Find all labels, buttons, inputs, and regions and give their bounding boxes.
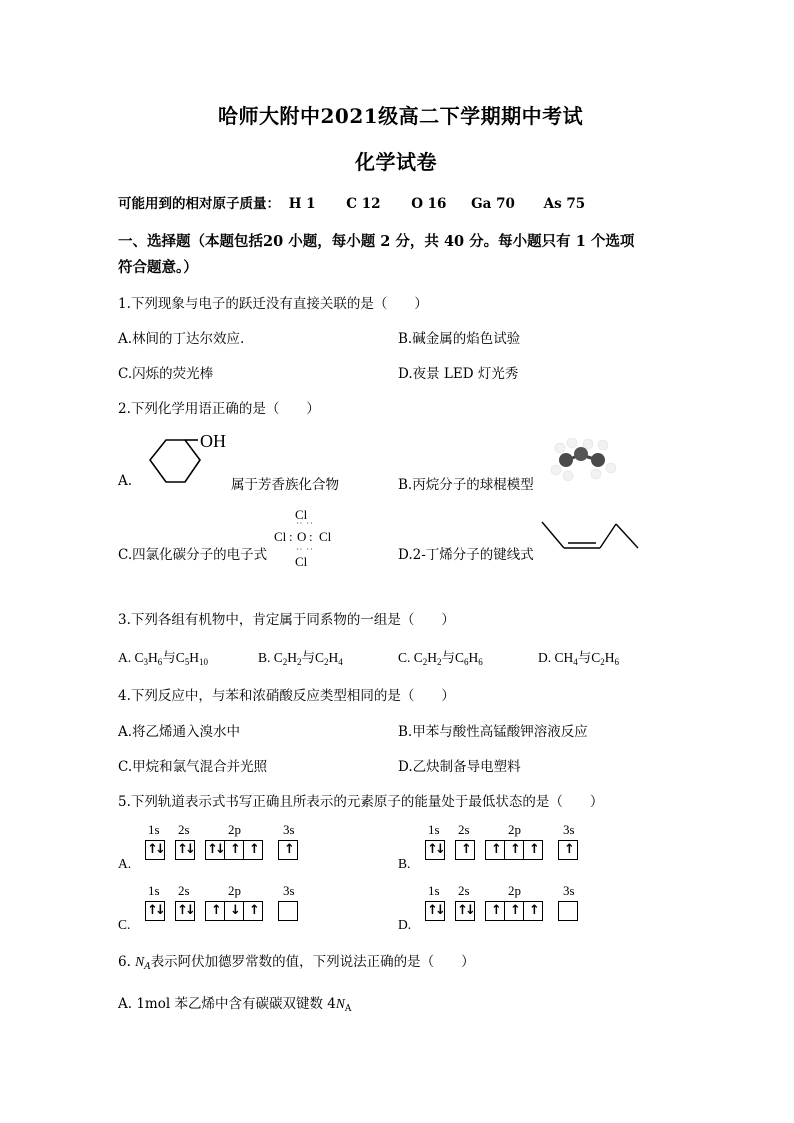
orbital-box-2p-1: ↑ bbox=[485, 840, 505, 860]
ccl4-cl-bottom: Cl bbox=[295, 554, 308, 569]
orbital-box-2p-1: ↑↓ bbox=[205, 840, 225, 860]
q3-option-a: A. $C_3H_6$与$C_5H_{10}$ bbox=[118, 650, 209, 667]
q2-option-b-text: B.丙烷分子的球棍模型 bbox=[398, 477, 534, 493]
orbital-box-3s bbox=[278, 901, 298, 921]
orbital-box-2p-2: ↓ bbox=[224, 901, 244, 921]
orbital-label-2p: 2p bbox=[228, 883, 241, 898]
q4-option-c: C.甲烷和氯气混合并光照 bbox=[118, 759, 268, 775]
q1-option-c: C.闪烁的荧光棒 bbox=[118, 366, 214, 382]
orbital-label-3s: 3s bbox=[563, 883, 575, 898]
q5-stem: 5.下列轨道表示式书写正确且所表示的元素原子的能量处于最低状态的是（ ） bbox=[118, 794, 604, 810]
orbital-label-1s: 1s bbox=[428, 883, 440, 898]
orbital-label-2p: 2p bbox=[508, 822, 521, 837]
orbital-box-2p-3: ↑ bbox=[243, 901, 263, 921]
orbital-box-3s: ↑ bbox=[278, 840, 298, 860]
orbital-box-3s: ↑ bbox=[558, 840, 578, 860]
orbital-label-3s: 3s bbox=[283, 822, 295, 837]
orbital-option-label: C. bbox=[118, 917, 131, 932]
atomic-mass-ga: Ga 70 bbox=[471, 196, 515, 212]
orbital-label-2s: 2s bbox=[458, 822, 470, 837]
q3-option-b: B. $C_2H_2$与$C_2H_4$ bbox=[258, 650, 343, 667]
ccl4-cl-right: Cl bbox=[319, 529, 332, 544]
orbital-box-1s: ↑↓ bbox=[425, 840, 445, 860]
orbital-option-label: A. bbox=[118, 856, 132, 871]
orbital-box-2p-2: ↑ bbox=[224, 840, 244, 860]
section-heading-cont: 符合题意。） bbox=[118, 259, 198, 276]
orbital-box-2p-3: ↑ bbox=[523, 901, 543, 921]
atomic-mass-c: C 12 bbox=[346, 196, 381, 212]
orbital-box-2p-3: ↑ bbox=[243, 840, 263, 860]
q2-option-d-text: D.2-丁烯分子的键线式 bbox=[398, 547, 534, 563]
q2-option-a-label: A. bbox=[118, 473, 133, 489]
q3-stem: 3.下列各组有机物中，肯定属于同系物的一组是（ ） bbox=[118, 612, 455, 628]
q6-stem: 6. $N_A$表示阿伏加德罗常数的值，下列说法正确的是（ ） bbox=[118, 954, 475, 972]
orbital-option-label: B. bbox=[398, 856, 411, 871]
ccl4-colon-left: : bbox=[289, 529, 293, 544]
q4-option-a: A.将乙烯通入溴水中 bbox=[118, 724, 241, 740]
orbital-label-1s: 1s bbox=[428, 822, 440, 837]
q1-option-d: D.夜景 LED 灯光秀 bbox=[398, 366, 519, 382]
2-butene-skeletal-formula bbox=[538, 518, 642, 554]
ccl4-dots-bottom: ·· ·· bbox=[296, 545, 314, 554]
ccl4-electron-formula bbox=[274, 507, 344, 571]
q2-option-c-text: C.四氯化碳分子的电子式 bbox=[118, 547, 268, 563]
ccl4-dots-top: ·· ·· bbox=[296, 519, 314, 528]
orbital-label-3s: 3s bbox=[283, 883, 295, 898]
orbital-label-3s: 3s bbox=[563, 822, 575, 837]
atomic-mass-o: O 16 bbox=[411, 196, 447, 212]
orbital-box-1s: ↑↓ bbox=[145, 901, 165, 921]
orbital-label-1s: 1s bbox=[148, 883, 160, 898]
orbital-box-2p-2: ↑ bbox=[504, 840, 524, 860]
q1-stem: 1.下列现象与电子的跃迁没有直接关联的是（ ） bbox=[118, 296, 428, 312]
q1-option-b: B.碱金属的焰色试验 bbox=[398, 331, 521, 347]
page-title: 哈师大附中2021级高二下学期期中考试 bbox=[218, 104, 584, 128]
cyclohexanol-structure bbox=[140, 432, 235, 492]
orbital-box-2p-3: ↑ bbox=[523, 840, 543, 860]
q2-stem: 2.下列化学用语正确的是（ ） bbox=[118, 401, 320, 417]
q4-option-d: D.乙炔制备导电塑料 bbox=[398, 759, 521, 775]
q4-stem: 4.下列反应中，与苯和浓硝酸反应类型相同的是（ ） bbox=[118, 688, 455, 704]
section-heading: 一、选择题（本题包括20 小题，每小题 2 分，共 40 分。每小题只有 1 个选项 bbox=[118, 233, 635, 250]
orbital-box-3s bbox=[558, 901, 578, 921]
q4-option-b: B.甲苯与酸性高锰酸钾溶液反应 bbox=[398, 724, 588, 740]
orbital-box-2s: ↑↓ bbox=[175, 901, 195, 921]
orbital-label-2p: 2p bbox=[228, 822, 241, 837]
q6-option-a: A. 1mol 苯乙烯中含有碳碳双键数 $4N_A$ bbox=[118, 996, 352, 1014]
orbital-box-2p-1: ↑ bbox=[205, 901, 225, 921]
orbital-label-2s: 2s bbox=[458, 883, 470, 898]
q2-option-a-text: 属于芳香族化合物 bbox=[231, 477, 339, 493]
propane-ball-stick-model bbox=[548, 438, 620, 490]
atomic-mass-as: As 75 bbox=[543, 196, 586, 212]
orbital-label-2p: 2p bbox=[508, 883, 521, 898]
ccl4-cl-left: Cl bbox=[274, 529, 287, 544]
orbital-box-1s: ↑↓ bbox=[145, 840, 165, 860]
q3-option-d: D. $CH_4$与$C_2H_6$ bbox=[538, 650, 620, 667]
orbital-label-2s: 2s bbox=[178, 883, 190, 898]
orbital-label-1s: 1s bbox=[148, 822, 160, 837]
orbital-box-2p-1: ↑ bbox=[485, 901, 505, 921]
orbital-box-1s: ↑↓ bbox=[425, 901, 445, 921]
atomic-mass-h: H 1 bbox=[288, 196, 316, 212]
orbital-box-2s: ↑↓ bbox=[455, 901, 475, 921]
ccl4-colon-right: : bbox=[309, 529, 313, 544]
orbital-box-2s: ↑↓ bbox=[175, 840, 195, 860]
atomic-mass-line bbox=[118, 192, 585, 212]
atomic-mass-label: 可能用到的相对原子质量： bbox=[118, 196, 280, 212]
orbital-option-label: D. bbox=[398, 917, 412, 932]
orbital-box-2s: ↑ bbox=[455, 840, 475, 860]
orbital-label-2s: 2s bbox=[178, 822, 190, 837]
cyclohexanol-oh: OH bbox=[200, 432, 226, 451]
ccl4-cl-top: Cl bbox=[295, 507, 308, 522]
q6-na-symbol: N bbox=[135, 954, 145, 969]
page-subtitle: 化学试卷 bbox=[355, 150, 437, 174]
q3-options-row bbox=[118, 646, 208, 667]
q3-option-c: C. $C_2H_2$与$C_6H_6$ bbox=[398, 650, 483, 667]
orbital-box-2p-2: ↑ bbox=[504, 901, 524, 921]
ccl4-center-atom: O bbox=[297, 529, 307, 544]
q1-option-a: A.林间的丁达尔效应. bbox=[118, 331, 245, 347]
